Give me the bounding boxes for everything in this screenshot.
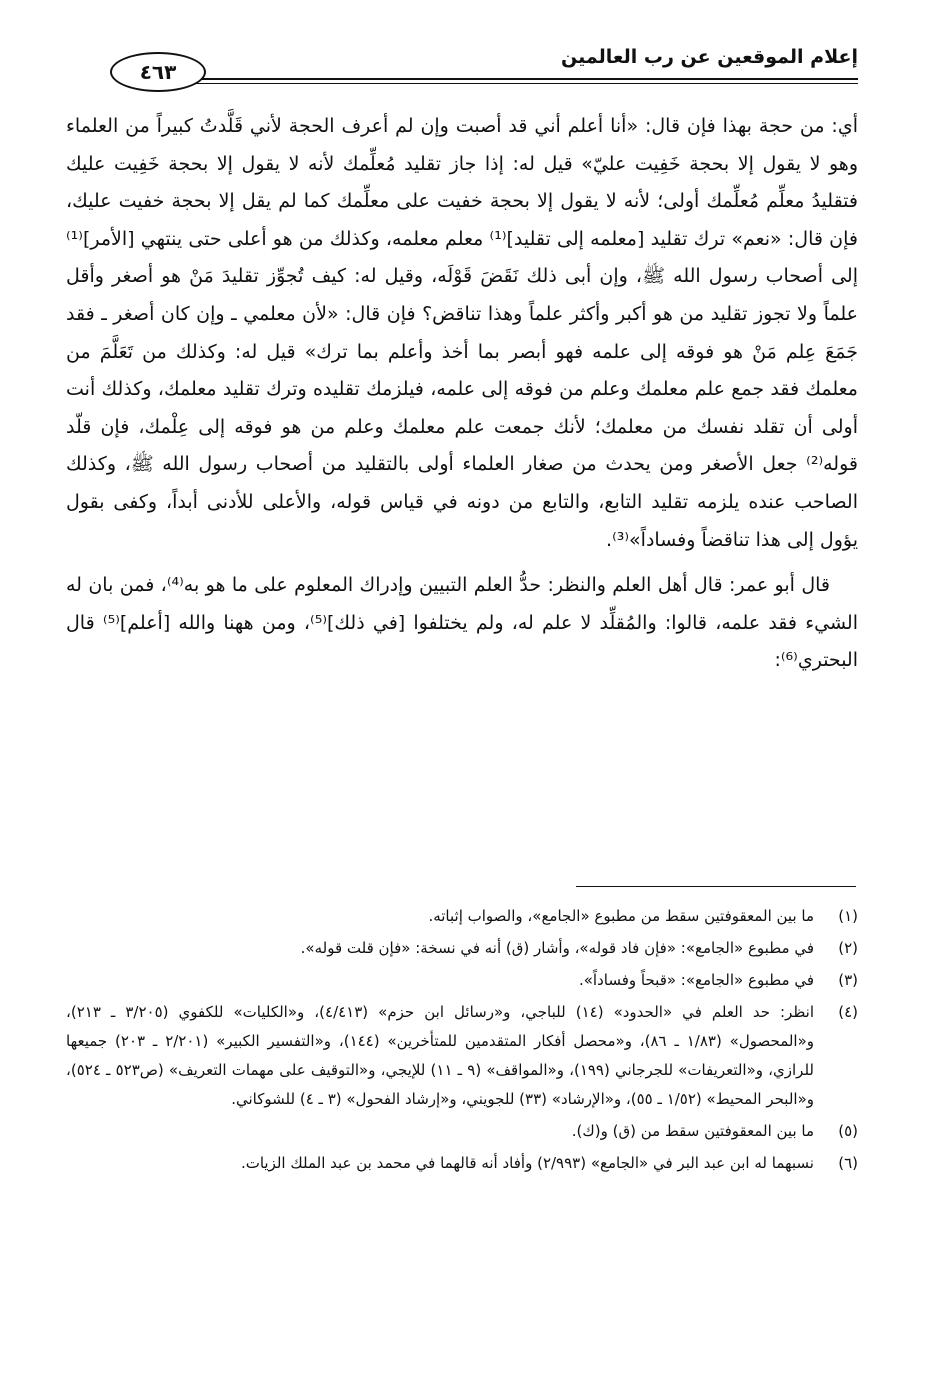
footnote-divider bbox=[576, 886, 856, 887]
page-number: ٤٦٣ bbox=[110, 52, 206, 92]
footnote-item bbox=[66, 1117, 858, 1146]
footnote-number: (٥) bbox=[838, 1122, 858, 1140]
paragraph-2: قال أبو عمر: قال أهل العلم والنظر: حدُّ العلم التبيين وإدراك المعلوم على ما هو به⁽⁴⁾، فمن بان له الشيء فقد علمه، قالوا: والمُقلِّد لا علم له، ولم يختلفوا [في ذلك]⁽⁵⁾، ومن ههنا والله [أعلم]⁽⁵⁾ قال البحتري⁽⁶⁾: bbox=[66, 574, 858, 672]
footnote-item bbox=[66, 966, 858, 995]
footnote-item bbox=[66, 934, 858, 963]
footnote-item bbox=[66, 1149, 858, 1178]
page-header bbox=[100, 38, 858, 88]
paragraph-1: أي: من حجة بهذا فإن قال: «أنا أعلم أني قد أصبت وإن لم أعرف الحجة لأني قَلَّدتُ كبيراً من العلماء وهو لا يقول إلا بحجة خَفِيت عليّ» قيل له: إذا جاز تقليد مُعلِّمك لأنه لا يقول إلا بحجة خَفِيت عليك فتقليدُ معلِّم مُعلِّمك أولى؛ لأنه لا يقول إلا بحجة خفيت على معلِّمك كما لم يقل إلا بحجة خفيت عليك، فإن قال: «نعم» ترك تقليد [معلمه إلى تقليد]⁽¹⁾ معلم معلمه، وكذلك من هو أعلى حتى ينتهي [الأمر]⁽¹⁾ إلى أصحاب رسول الله ﷺ، وإن أبى ذلك نَقَضَ قَوْلَه، وقيل له: كيف تُجوِّز تقليدَ مَنْ هو أصغر وأقل علماً ولا تجوز تقليد من هو أكبر وأكثر علماً وهذا تناقض؟ فإن قال: «لأن معلمي ـ وإن كان أصغر ـ فقد جَمَعَ عِلم مَنْ هو فوقه إلى علمه فهو أبصر بما أخذ وأعلم بما ترك» قيل له: وكذلك من تَعَلَّمَ من معلمك فقد جمع علم معلمك وعلم من فوقه إلى علمه، فيلزمك تقليده وترك تقليد معلمك، وكذلك أنت أولى أن تقلد نفسك من معلمك؛ لأنك جمعت علم معلمك وعلم من هو فوقه إلى عِلْمك، فإن قلّد قوله⁽²⁾ جعل الأصغر ومن يحدث من صغار العلماء أولى بالتقليد من أصحاب رسول الله ﷺ، وكذلك الصاحب عنده يلزمه تقليد التابع، والتابع من دونه في قياس قوله، والأعلى للأدنى أبداً، وكفى بقول يؤول إلى هذا تناقضاً وفساداً»⁽³⁾. bbox=[66, 115, 858, 551]
footnote-text: انظر: حد العلم في «الحدود» (١٤) للباجي، و«رسائل ابن حزم» (٤/٤١٣)، و«الكليات» للكفوي (٣/٢٠٥ ـ ٢١٣)، و«المحصول» (١/٨٣ ـ ٨٦)، و«محصل أفكار المتقدمين للمتأخرين» (١٤٤)، و«التفسير الكبير» (٢/٢٠١ ـ ٢٠٣) جميعها للرازي، و«التعريفات» للجرجاني (١٩٩)، و«المواقف» (٩ ـ ١١) للإيجي، و«التوقيف على مهمات التعريف» (ص٥٢٣ ـ ٥٢٤)، و«البحر المحيط» (١/٥٢ ـ ٥٥)، و«الإرشاد» (٣٣) للجويني، و«إرشاد الفحول» (٣ ـ ٤) للشوكاني. bbox=[66, 1003, 815, 1108]
footnote-item bbox=[66, 998, 858, 1114]
footnote-number: (٦) bbox=[838, 1154, 858, 1172]
footnotes bbox=[66, 902, 858, 1181]
footnote-text: نسبهما له ابن عبد البر في «الجامع» (٢/٩٩٣) وأفاد أنه قالهما في محمد بن عبد الملك الزيات. bbox=[240, 1154, 814, 1172]
main-text bbox=[66, 108, 858, 688]
header-rule bbox=[170, 78, 858, 84]
footnote-text: ما بين المعقوفتين سقط من مطبوع «الجامع»، والصواب إثباته. bbox=[428, 907, 814, 925]
footnote-number: (١) bbox=[838, 907, 858, 925]
footnote-item bbox=[66, 902, 858, 931]
footnote-number: (٣) bbox=[838, 971, 858, 989]
running-title: إعلام الموقعين عن رب العالمين bbox=[561, 46, 858, 68]
footnote-text: في مطبوع «الجامع»: «قبحاً وفساداً». bbox=[578, 971, 814, 989]
footnote-text: ما بين المعقوفتين سقط من (ق) و(ك). bbox=[571, 1122, 814, 1140]
footnote-number: (٢) bbox=[838, 939, 858, 957]
footnote-number: (٤) bbox=[838, 1003, 858, 1021]
footnote-text: في مطبوع «الجامع»: «فإن فاد قوله»، وأشار (ق) أنه في نسخة: «فإن قلت قوله». bbox=[300, 939, 814, 957]
